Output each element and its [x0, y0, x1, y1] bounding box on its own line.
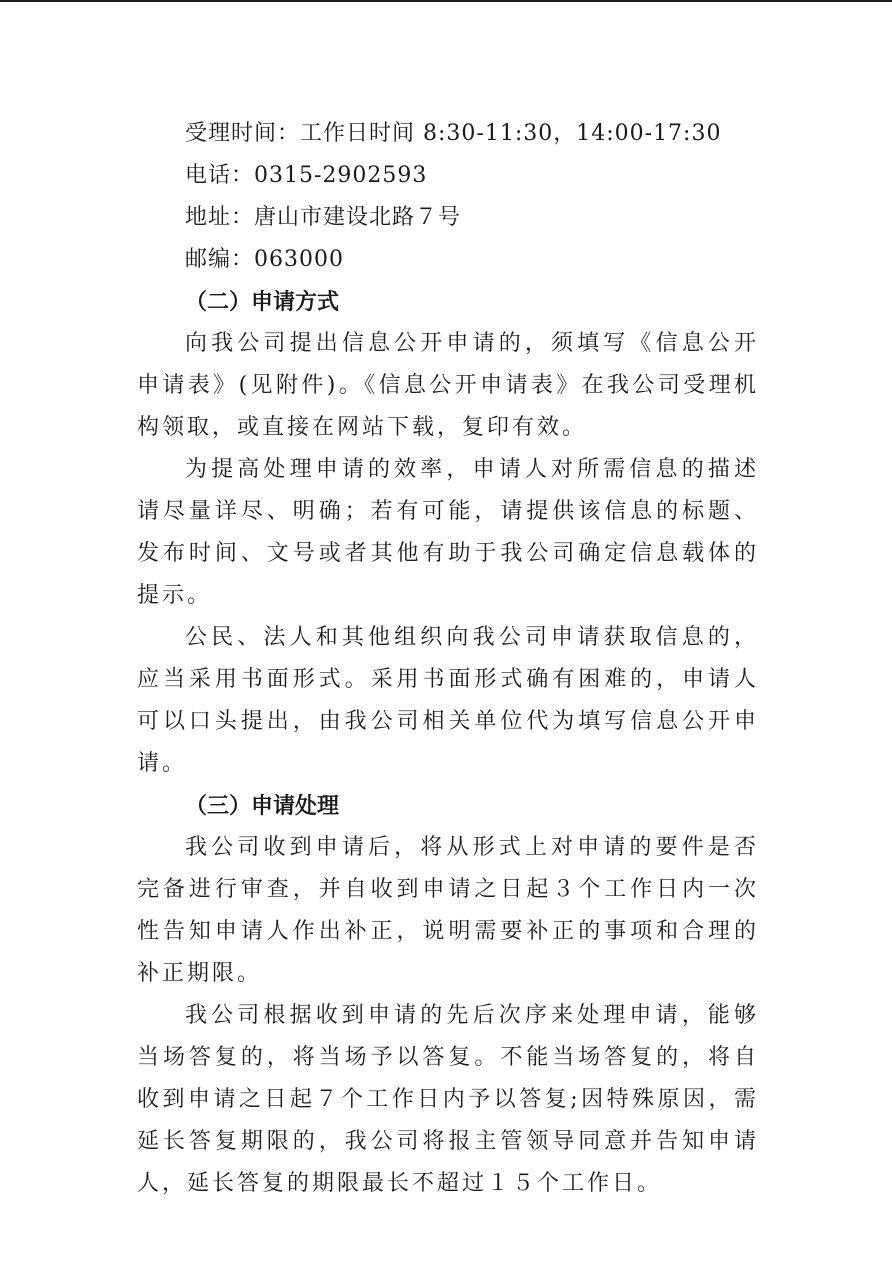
- paragraph: 向我公司提出信息公开申请的，须填写《信息公开申请表》(见附件)。《信息公开申请表》在我公司受理机构领取，或直接在网站下载，复印有效。: [137, 331, 759, 440]
- paragraph: 我公司根据收到申请的先后次序来处理申请，能够当场答复的，将当场予以答复。不能当场答复的，将自收到申请之日起７个工作日内予以答复;因特殊原因，需延长答复期限的，我公司将报主管领导同意并告知申请人，延长答复的期限最长不超过１５个工作日。: [137, 1003, 759, 1196]
- document-page: [137, 113, 759, 1205]
- address: 地址：唐山市建设北路７号: [185, 205, 462, 230]
- phone-number: 电话：0315-2902593: [185, 163, 428, 188]
- page-top-border: [0, 0, 892, 2]
- office-hours: 受理时间：工作日时间 8:30-11:30，14:00-17:30: [185, 121, 722, 146]
- section-heading-application-processing: （三）申请处理: [185, 793, 340, 819]
- paragraph: 公民、法人和其他组织向我公司申请获取信息的，应当采用书面形式。采用书面形式确有困难的，申请人可以口头提出，由我公司相关单位代为填写信息公开申请。: [137, 625, 759, 776]
- section-application-method: [137, 281, 759, 785]
- paragraph: 我公司收到申请后，将从形式上对申请的要件是否完备进行审查，并自收到申请之日起３个工作日内一次性告知申请人作出补正，说明需要补正的事项和合理的补正期限。: [137, 835, 759, 986]
- section-heading-application-method: （二）申请方式: [185, 289, 340, 315]
- postcode: 邮编：063000: [185, 247, 344, 272]
- contact-info: [137, 113, 759, 281]
- paragraph: 为提高处理申请的效率，申请人对所需信息的描述请尽量详尽、明确；若有可能，请提供该信息的标题、发布时间、文号或者其他有助于我公司确定信息载体的提示。: [137, 457, 759, 608]
- section-application-processing: [137, 785, 759, 1205]
